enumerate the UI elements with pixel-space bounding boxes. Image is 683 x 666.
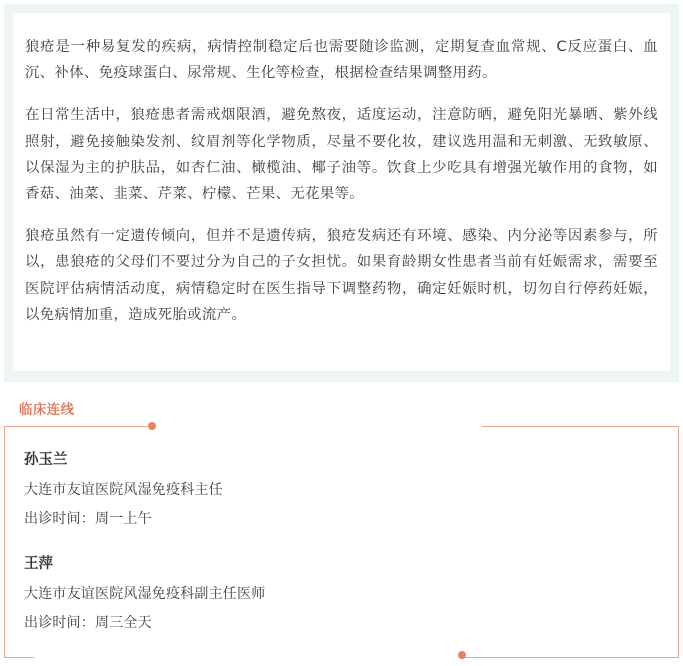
box-border-right: [678, 426, 679, 658]
doctor-department: 大连市友谊医院风湿免疫科副主任医师: [24, 586, 266, 602]
box-border-top-right: [482, 426, 679, 427]
doctor-schedule: 出诊时间：周一上午: [24, 511, 152, 527]
doctor-name: 王萍: [24, 556, 53, 572]
doctor-schedule: 出诊时间：周三全天: [24, 615, 152, 631]
doctor-department: 大连市友谊医院风湿免疫科主任: [24, 482, 223, 498]
article-paragraph: 在日常生活中，狼疮患者需戒烟限酒，避免熬夜，适度运动，注意防晒，避免阳光暴晒、紫外线照射，避免接触染发剂、纹眉剂等化学物质，尽量不要化妆，建议选用温和无刺激、无致敏原、以保湿为主的护肤品，如杏仁油、橄榄油、椰子油等。饮食上少吃具有增强光敏作用的食物，如香菇、油菜、韭菜、芹菜、柠檬、芒果、无花果等。: [25, 107, 658, 203]
box-border-top-left: [4, 426, 154, 427]
border-dot-top: [148, 422, 156, 430]
box-border-bottom-right: [463, 657, 679, 658]
box-border-bottom-left: [4, 657, 34, 658]
article-paragraph: 狼疮是一种易复发的疾病，病情控制稳定后也需要随诊监测，定期复查血常规、C反应蛋白、血沉、补体、免疫球蛋白、尿常规、生化等检查，根据检查结果调整用药。: [25, 39, 658, 82]
doctor-name: 孙玉兰: [24, 452, 68, 468]
article-content: [13, 13, 670, 371]
article-paragraph: 狼疮虽然有一定遗传倾向，但并不是遗传病，狼疮发病还有环境、感染、内分泌等因素参与，所以，患狼疮的父母们不要过分为自己的子女担忧。如果育龄期女性患者当前有妊娠需求，需要至医院评估病情活动度，病情稳定时在医生指导下调整药物，确定妊娠时机，切勿自行停药妊娠，以免病情加重，造成死胎或流产。: [25, 228, 658, 323]
section-title: 临床连线: [19, 403, 75, 418]
doctor-card: [24, 448, 223, 534]
article-panel: [4, 4, 679, 382]
border-dot-bottom: [458, 651, 466, 659]
box-border-left: [4, 426, 5, 658]
doctor-card: [24, 552, 265, 638]
